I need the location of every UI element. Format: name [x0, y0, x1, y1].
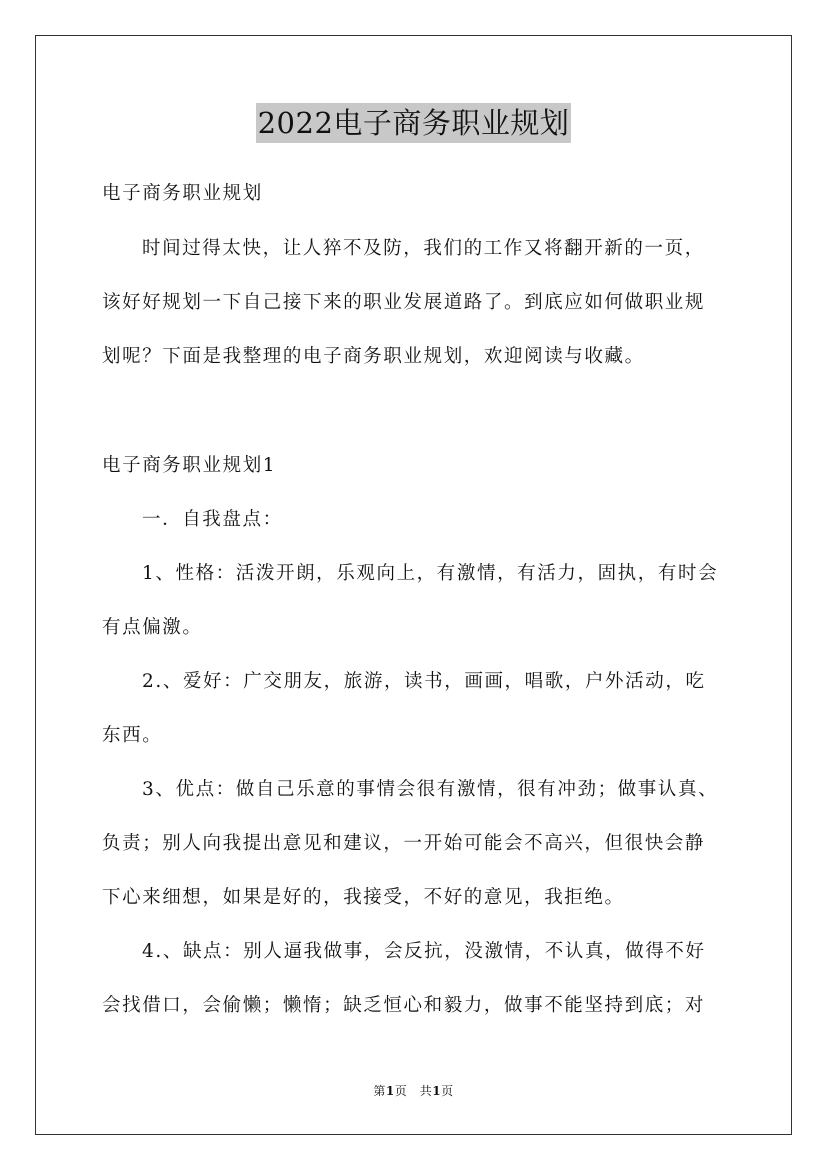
paragraph-line: 负责；别人向我提出意见和建议，一开始可能会不高兴，但很快会静 [102, 833, 706, 854]
page-footer [0, 1083, 827, 1099]
paragraph-line: 会找借口，会偷懒；懒惰；缺乏恒心和毅力，做事不能坚持到底；对 [102, 995, 706, 1016]
paragraph-line: 1、性格：活泼开朗，乐观向上，有激情，有活力，固执，有时会 [142, 563, 719, 584]
footer-total-pages: 1 [432, 1084, 442, 1098]
paragraph-line: 2.、爱好：广交朋友，旅游，读书，画画，唱歌，户外活动，吃 [142, 671, 706, 692]
paragraph-line: 东西。 [102, 725, 163, 746]
footer-prefix: 第 [373, 1084, 386, 1098]
paragraph-line: 该好好规划一下自己接下来的职业发展道路了。到底应如何做职业规 [102, 292, 706, 313]
section-heading: 电子商务职业规划1 [102, 455, 277, 476]
footer-suffix: 页 [441, 1084, 454, 1098]
paragraph-line: 4.、缺点：别人逼我做事，会反抗，没激情，不认真，做得不好 [142, 941, 706, 962]
paragraph-line: 划呢？下面是我整理的电子商务职业规划，欢迎阅读与收藏。 [102, 346, 645, 367]
paragraph-line: 3、优点：做自己乐意的事情会很有激情，很有冲劲；做事认真、 [142, 779, 719, 800]
section-heading: 电子商务职业规划 [102, 183, 263, 204]
subsection-heading: 一．自我盘点： [142, 509, 283, 530]
document-title: 2022电子商务职业规划 [256, 103, 572, 143]
paragraph-line: 有点偏激。 [102, 617, 203, 638]
footer-current-page: 1 [385, 1084, 395, 1098]
paragraph-line: 时间过得太快，让人猝不及防，我们的工作又将翻开新的一页， [142, 238, 705, 259]
title-wrap [0, 103, 827, 143]
footer-mid: 页 共 [394, 1084, 433, 1098]
paragraph-line: 下心来细想，如果是好的，我接受，不好的意见，我拒绝。 [102, 887, 625, 908]
